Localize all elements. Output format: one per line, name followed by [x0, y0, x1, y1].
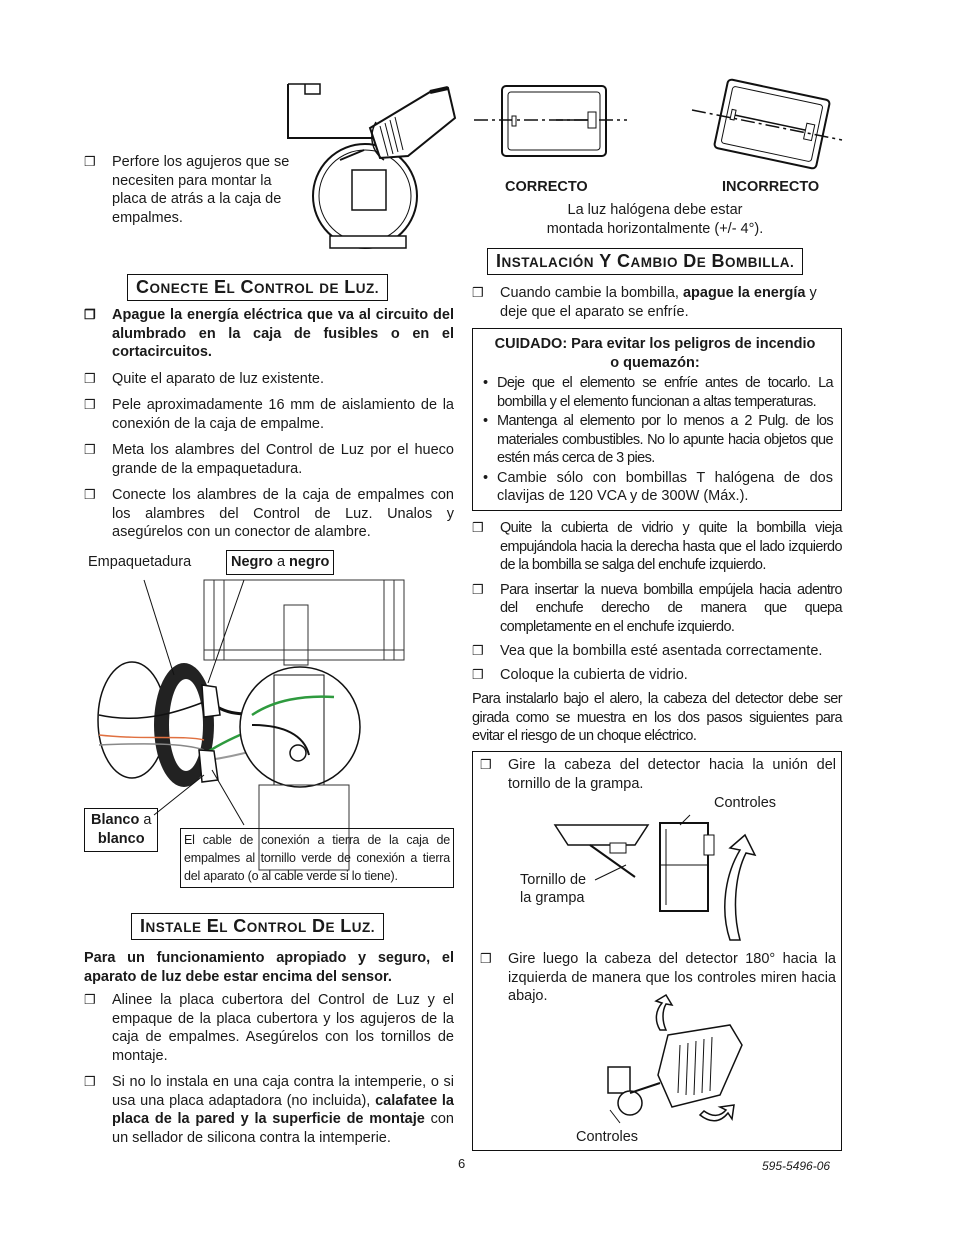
section-heading-install: INSTALE EL CONTROL DE LUZ.	[131, 913, 384, 940]
caution-box	[472, 328, 842, 511]
checkbox-icon: ❒	[472, 520, 484, 535]
install-step: ❒ Si no lo instala en una caja contra la intemperie, o si usa una placa adaptadora (no incluida), calafatee la placa de la pared y la superficie de montaje con un sellador de silicona contra la intemperie.	[84, 1074, 454, 1146]
connect-step: ❒ Apague la energía eléctrica que va al circuito del alumbrado en la caja de fusibles o en el cortacircuitos.	[84, 307, 454, 360]
incorrect-label: INCORRECTO	[722, 179, 820, 195]
bulb-step: ❒ Quite la cubierta de vidrio y quite la bombilla vieja empujándola hacia la derecha hasta que el lado izquierdo de la bombilla se salga del enchufe izquierdo.	[472, 520, 842, 573]
checkbox-icon: ❒	[84, 487, 96, 502]
checkbox-icon: ❒	[84, 370, 96, 386]
drill-step: ❒ Perfore los agujeros que se necesiten para montar la placa de atrás a la caja de empalmes.	[84, 154, 290, 226]
checkbox-icon: ❒	[472, 581, 484, 597]
fixture-mounting-illustration	[280, 78, 460, 248]
section-heading-bulb: INSTALACIÓN Y CAMBIO DE BOMBILLA.	[487, 248, 803, 275]
eave-note: Para instalarlo bajo el alero, la cabeza del detector debe ser girada como se muestra en los dos pasos siguientes para evitar el riesgo de un choque eléctrico.	[472, 691, 842, 744]
bulb-orientation-diagram	[472, 82, 844, 177]
checkbox-icon: ❒	[84, 154, 96, 169]
clamp-screw-label: Tornillo de la grampa	[520, 872, 587, 906]
checkbox-icon: ❒	[84, 992, 96, 1007]
rotate-step: ❒ Gire luego la cabeza del detector 180° hacia la izquierda de manera que los controles miren hacia abajo.	[480, 951, 836, 1004]
checkbox-icon: ❒	[84, 442, 96, 457]
checkbox-icon: ❒	[472, 285, 484, 300]
rotate-step: ❒ Gire la cabeza del detector hacia la unión del tornillo de la grampa.	[480, 757, 836, 792]
page-number: 6	[458, 1156, 466, 1171]
controls-label: Controles	[576, 1129, 639, 1145]
checkbox-icon: ❒	[472, 643, 484, 658]
checkbox-icon: ❒	[84, 397, 96, 412]
checkbox-icon: ❒	[472, 666, 484, 682]
document-code: 595-5496-06	[762, 1159, 831, 1173]
checkbox-icon: ❒	[480, 757, 492, 772]
install-step: ❒ Alinee la placa cubertora del Control de Luz y el empaque de la placa cubertora y los agujeros de la caja de empalmes. Asegúrelos con los tornillos de montaje.	[84, 992, 454, 1064]
connect-step: ❒ Conecte los alambres de la caja de empalmes con los alambres del Control de Luz. Unalos y asegúrelos con un conector de alambre.	[84, 487, 454, 540]
black-to-black-label: Negro a negro	[226, 550, 334, 575]
install-intro: Para un funcionamiento apropiado y seguro, el aparato de luz debe estar encima del sensor.	[84, 950, 454, 985]
connect-step: ❒ Meta los alambres del Control de Luz por el hueco grande de la empaquetadura.	[84, 442, 454, 477]
white-to-white-label: Blanco a blanco	[84, 808, 158, 852]
section-heading-connect: CONECTE EL CONTROL DE LUZ.	[127, 274, 388, 301]
detector-rotation-step2-diagram	[580, 995, 760, 1135]
connect-step: ❒ Pele aproximadamente 16 mm de aislamiento de la conexión de la caja de empalme.	[84, 397, 454, 432]
bulb-power-step: ❒ Cuando cambie la bombilla, apague la energía y deje que el aparato se enfríe.	[472, 285, 817, 320]
bulb-step: ❒ Vea que la bombilla esté asentada correctamente.	[472, 643, 823, 659]
connect-step: ❒ Quite el aparato de luz existente.	[84, 370, 324, 387]
checkbox-icon: ❒	[84, 307, 96, 322]
bulb-step: ❒ Para insertar la nueva bombilla empújela hacia adentro del enchufe derecho de manera que quepa completamente en el enchufe izquierdo.	[472, 581, 842, 635]
checkbox-icon: ❒	[84, 1074, 96, 1089]
correct-label: CORRECTO	[505, 179, 588, 195]
caution-item: • Cambie sólo con bombillas T halógena de dos clavijas de 120 VCA y de 300W (Máx.).	[483, 469, 833, 504]
bulb-step: ❒ Coloque la cubierta de vidrio.	[472, 666, 688, 683]
ground-wire-note: El cable de conexión a tierra de la caja de empalmes al tornillo verde de conexión a tierra del aparato (o al cable verde si lo tiene).	[180, 828, 454, 888]
halogen-orientation-note: La luz halógena debe estar montada horizontalmente (+/- 4°).	[546, 202, 764, 237]
caution-item: • Mantenga al elemento por lo menos a 2 Pulg. de los materiales combustibles. No lo apunte hacia objetos que estén más cerca de 3 pies.	[483, 413, 833, 466]
gasket-label: Empaquetadura	[88, 554, 192, 570]
caution-title: CUIDADO: Para evitar los peligros de incendio o quemazón:	[494, 336, 816, 371]
checkbox-icon: ❒	[480, 951, 492, 966]
controls-label: Controles	[714, 795, 777, 811]
caution-item: • Deje que el elemento se enfríe antes de tocarlo. La bombilla y el elemento funcionan a altas temperaturas.	[483, 375, 833, 410]
